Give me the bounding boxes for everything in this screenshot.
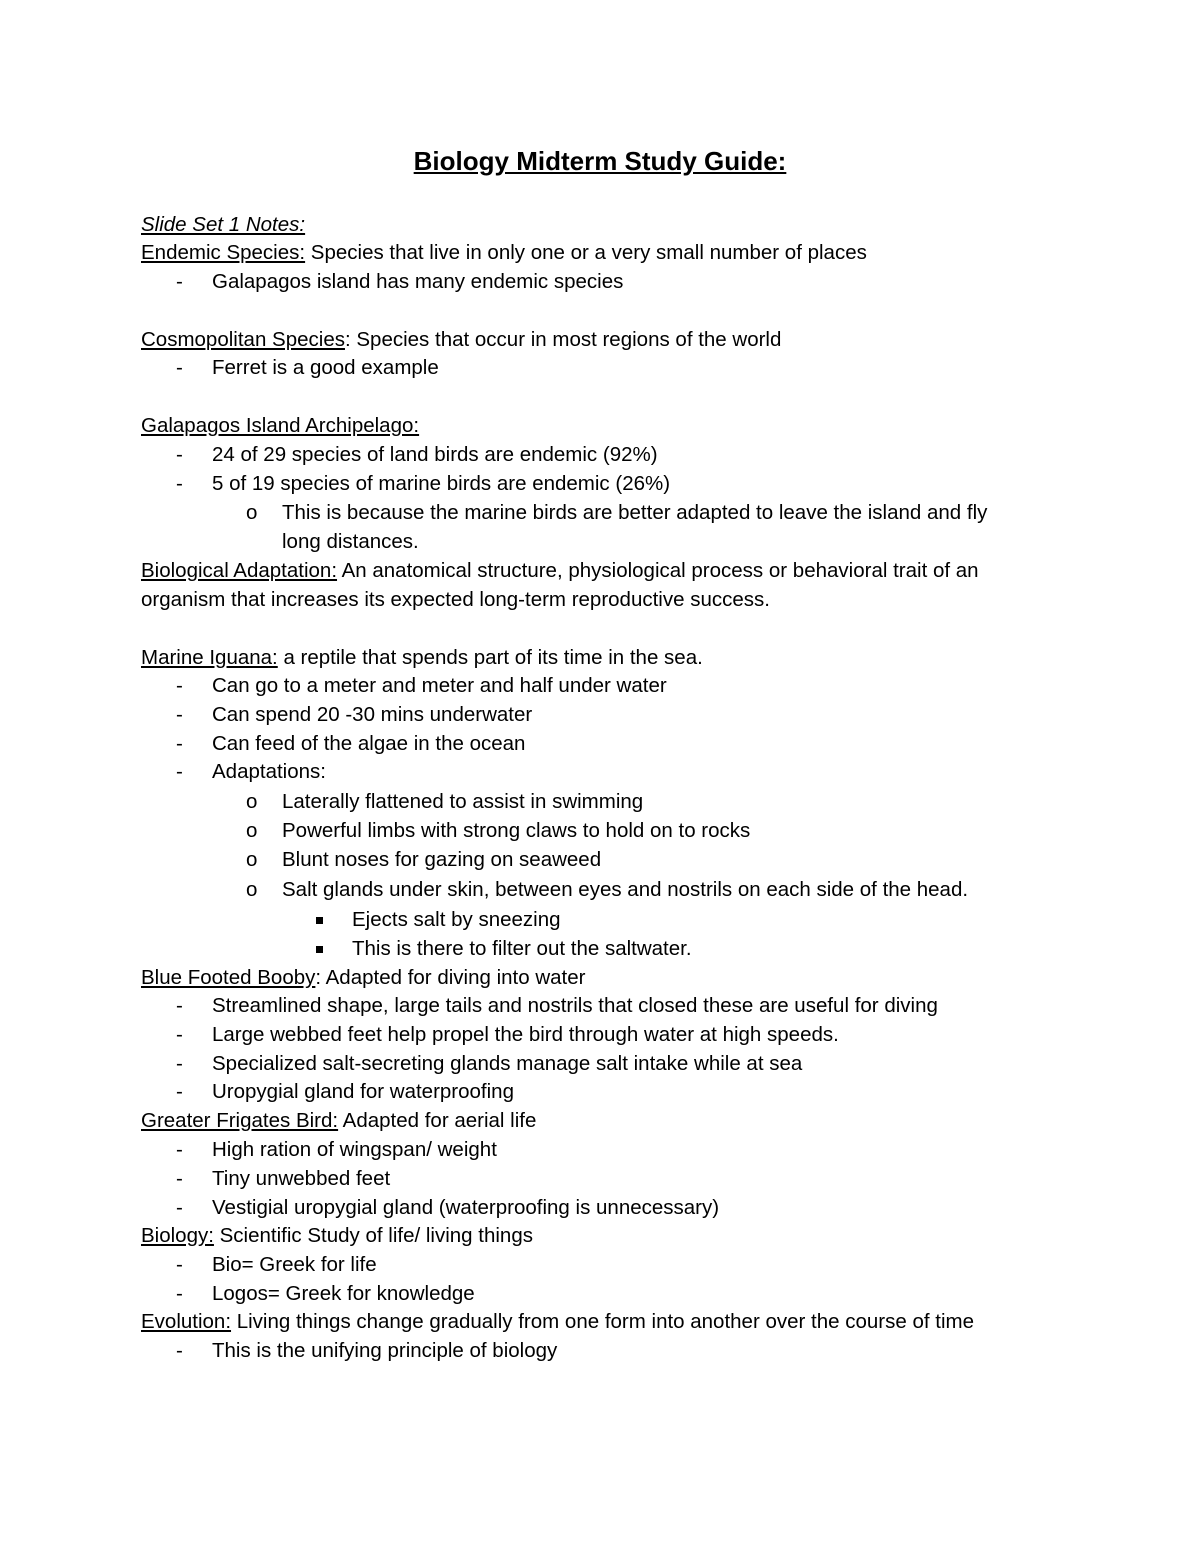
list-item: High ration of wingspan/ weight	[212, 1138, 497, 1161]
list-item: Specialized salt-secreting glands manage salt intake while at sea	[212, 1052, 803, 1075]
list-item: This is the unifying principle of biology	[212, 1339, 558, 1362]
dash-bullet: -	[176, 760, 183, 783]
sub-list-item: This is because the marine birds are better adapted to leave the island and fly	[282, 501, 988, 524]
dash-bullet: -	[176, 1339, 183, 1362]
definition-line	[141, 325, 781, 354]
line-text: An anatomical structure, physiological process or behavioral trait of an	[337, 559, 979, 582]
sub-sub-list-item: Ejects salt by sneezing	[352, 908, 561, 931]
list-item: Can go to a meter and meter and half under water	[212, 674, 667, 697]
dash-bullet: -	[176, 1052, 183, 1075]
dash-bullet: -	[176, 1023, 183, 1046]
circle-bullet: o	[246, 878, 258, 901]
list-item: Ferret is a good example	[212, 356, 439, 379]
term-label: Greater Frigates Bird:	[141, 1109, 339, 1132]
definition-line	[141, 1221, 533, 1250]
list-item: Can feed of the algae in the ocean	[212, 732, 526, 755]
sub-list-item: Salt glands under skin, between eyes and nostrils on each side of the head.	[282, 878, 969, 901]
sub-list-item-continuation: long distances.	[282, 530, 419, 553]
term-label: Evolution:	[141, 1310, 232, 1333]
definition-line	[141, 238, 867, 267]
term-label: Galapagos Island Archipelago:	[141, 414, 420, 437]
sub-list-item: Laterally flattened to assist in swimming	[282, 790, 644, 813]
dash-bullet: -	[176, 1282, 183, 1305]
circle-bullet: o	[246, 501, 258, 524]
list-item: Galapagos island has many endemic species	[212, 270, 624, 293]
circle-bullet: o	[246, 819, 258, 842]
line-text: Living things change gradually from one form into another over the course of time	[231, 1310, 974, 1333]
list-item: Can spend 20 -30 mins underwater	[212, 703, 533, 726]
definition-line	[141, 963, 585, 992]
dash-bullet: -	[176, 1196, 183, 1219]
term-label: Biological Adaptation:	[141, 559, 338, 582]
line-text: Scientific Study of life/ living things	[213, 1224, 533, 1247]
dash-bullet: -	[176, 732, 183, 755]
list-item: Vestigial uropygial gland (waterproofing is unnecessary)	[212, 1196, 720, 1219]
dash-bullet: -	[176, 472, 183, 495]
dash-bullet: -	[176, 356, 183, 379]
page-title: Biology Midterm Study Guide:	[413, 146, 787, 176]
line-text: a reptile that spends part of its time in the sea.	[277, 646, 703, 669]
circle-bullet: o	[246, 790, 258, 813]
square-bullet-icon	[316, 905, 323, 934]
dash-bullet: -	[176, 703, 183, 726]
dash-bullet: -	[176, 1167, 183, 1190]
circle-bullet: o	[246, 848, 258, 871]
sub-list-item: Blunt noses for gazing on seaweed	[282, 848, 602, 871]
dash-bullet: -	[176, 674, 183, 697]
term-label: Cosmopolitan Species	[141, 328, 345, 351]
dash-bullet: -	[176, 443, 183, 466]
list-item: Bio= Greek for life	[212, 1253, 377, 1276]
square-bullet-mark	[316, 917, 323, 924]
list-item: Large webbed feet help propel the bird through water at high speeds.	[212, 1023, 839, 1046]
line-text: : Species that occur in most regions of the world	[344, 328, 782, 351]
line-text: Adapted for aerial life	[338, 1109, 537, 1132]
dash-bullet: -	[176, 1138, 183, 1161]
list-item: Tiny unwebbed feet	[212, 1167, 391, 1190]
text-line	[141, 585, 770, 614]
square-bullet-icon	[316, 934, 323, 963]
term-label: Biology:	[141, 1224, 214, 1247]
definition-line	[141, 411, 419, 440]
definition-line	[141, 643, 703, 672]
definition-line	[141, 1307, 974, 1336]
term-label: Marine Iguana:	[141, 646, 278, 669]
term-label: Endemic Species:	[141, 241, 306, 264]
definition-line	[141, 556, 979, 585]
list-item: Logos= Greek for knowledge	[212, 1282, 475, 1305]
list-item: 5 of 19 species of marine birds are endemic (26%)	[212, 472, 671, 495]
list-item: Streamlined shape, large tails and nostrils that closed these are useful for diving	[212, 994, 938, 1017]
sub-sub-list-item: This is there to filter out the saltwater.	[352, 937, 692, 960]
slide-set-heading: Slide Set 1 Notes:	[141, 213, 306, 236]
list-item: Uropygial gland for waterproofing	[212, 1080, 514, 1103]
line-text: organism that increases its expected long-term reproductive success.	[141, 588, 770, 611]
dash-bullet: -	[176, 1253, 183, 1276]
line-text: Species that live in only one or a very small number of places	[305, 241, 867, 264]
dash-bullet: -	[176, 1080, 183, 1103]
dash-bullet: -	[176, 994, 183, 1017]
sub-list-item: Powerful limbs with strong claws to hold on to rocks	[282, 819, 751, 842]
definition-line	[141, 1106, 536, 1135]
list-item: Adaptations:	[212, 760, 326, 783]
square-bullet-mark	[316, 946, 323, 953]
term-label: Blue Footed Booby	[141, 966, 316, 989]
list-item: 24 of 29 species of land birds are endemic (92%)	[212, 443, 658, 466]
line-text: : Adapted for diving into water	[315, 966, 586, 989]
dash-bullet: -	[176, 270, 183, 293]
